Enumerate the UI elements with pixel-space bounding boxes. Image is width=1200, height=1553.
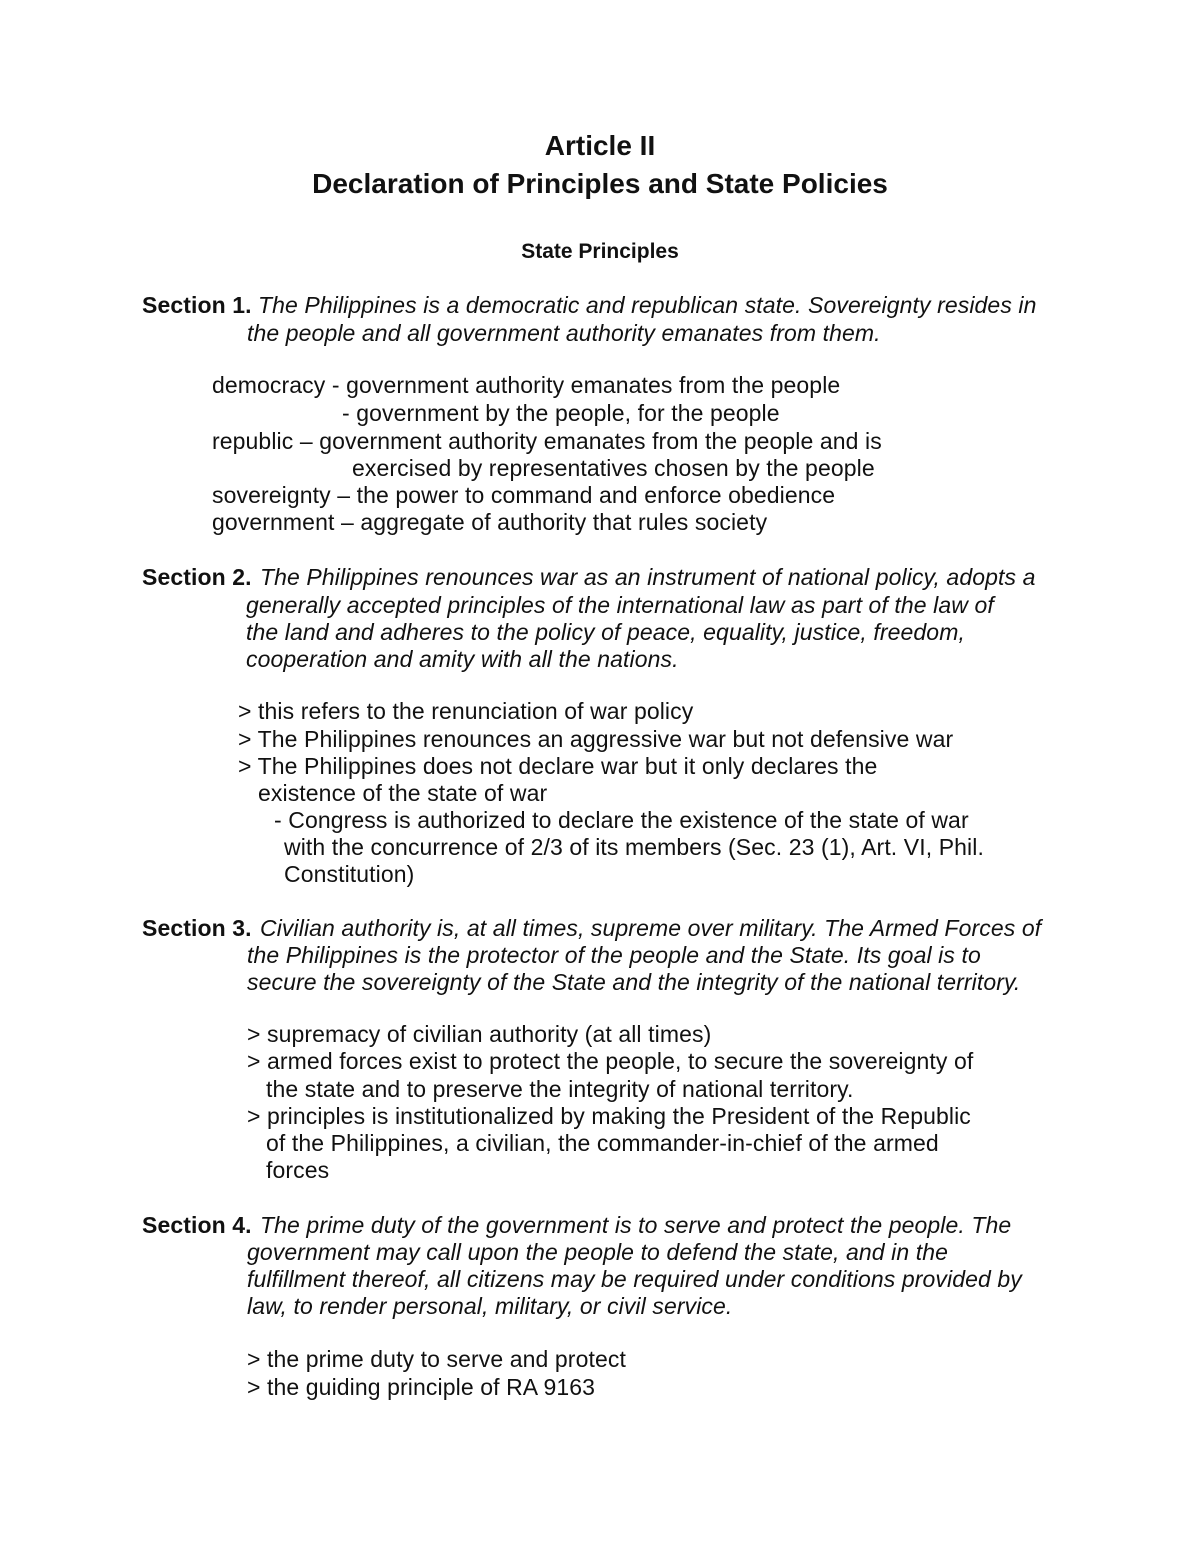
section-2-note: > The Philippines renounces an aggressive war but not defensive war xyxy=(238,726,954,752)
section-3-label: Section 3. xyxy=(142,915,252,941)
section-3-note: > supremacy of civilian authority (at all times) xyxy=(247,1021,712,1047)
section-3-note: > principles is institutionalized by making the President of the Republic xyxy=(247,1103,971,1129)
section-1-note: exercised by representatives chosen by the people xyxy=(352,455,875,481)
section-4-text-line: law, to render personal, military, or civil service. xyxy=(247,1293,733,1319)
section-1-label: Section 1. xyxy=(142,292,252,318)
section-4-note: > the guiding principle of RA 9163 xyxy=(247,1374,596,1400)
section-3-text-line: Civilian authority is, at all times, supreme over military. The Armed Forces of xyxy=(260,915,1042,941)
section-4-note: > the prime duty to serve and protect xyxy=(247,1346,626,1372)
section-2-note: Constitution) xyxy=(284,861,415,887)
section-1-note: democracy - government authority emanates from the people xyxy=(212,372,841,398)
section-1-text-line: The Philippines is a democratic and republican state. Sovereignty resides in xyxy=(258,292,1037,318)
section-2-text-line: The Philippines renounces war as an instrument of national policy, adopts a xyxy=(260,564,1036,590)
section-2-note: with the concurrence of 2/3 of its members (Sec. 23 (1), Art. VI, Phil. xyxy=(284,834,984,860)
section-4-text-line: government may call upon the people to defend the state, and in the xyxy=(247,1239,949,1265)
section-1-note: sovereignty – the power to command and enforce obedience xyxy=(212,482,836,508)
section-3-note: forces xyxy=(266,1157,330,1183)
section-1-note: republic – government authority emanates from the people and is xyxy=(212,428,882,454)
section-2-note: existence of the state of war xyxy=(258,780,548,806)
section-2-text-line: generally accepted principles of the international law as part of the law of xyxy=(246,592,994,618)
section-3-note: of the Philippines, a civilian, the commander-in-chief of the armed xyxy=(266,1130,939,1156)
section-2-text-line: cooperation and amity with all the nations. xyxy=(246,646,679,672)
section-4-text-line: fulfillment thereof, all citizens may be required under conditions provided by xyxy=(247,1266,1022,1292)
section-2-note: > this refers to the renunciation of war policy xyxy=(238,698,694,724)
section-3-note: > armed forces exist to protect the people, to secure the sovereignty of xyxy=(247,1048,974,1074)
section-3-text-line: secure the sovereignty of the State and the integrity of the national territory. xyxy=(247,969,1021,995)
section-4-text-line: The prime duty of the government is to serve and protect the people. The xyxy=(260,1212,1012,1238)
section-2-note: - Congress is authorized to declare the existence of the state of war xyxy=(274,807,969,833)
section-4-label: Section 4. xyxy=(142,1212,252,1238)
article-title: Declaration of Principles and State Policies xyxy=(312,168,888,199)
section-3-note: the state and to preserve the integrity of national territory. xyxy=(266,1076,854,1102)
section-2-note: > The Philippines does not declare war but it only declares the xyxy=(238,753,878,779)
section-1-note: government – aggregate of authority that rules society xyxy=(212,509,768,535)
section-1-note: - government by the people, for the people xyxy=(342,400,780,426)
article-heading: Article II xyxy=(544,130,656,161)
section-2-text-line: the land and adheres to the policy of peace, equality, justice, freedom, xyxy=(246,619,965,645)
section-2-label: Section 2. xyxy=(142,564,252,590)
subtitle-state-principles: State Principles xyxy=(521,240,679,263)
section-3-text-line: the Philippines is the protector of the people and the State. Its goal is to xyxy=(247,942,981,968)
section-1-text-line: the people and all government authority emanates from them. xyxy=(247,320,881,346)
